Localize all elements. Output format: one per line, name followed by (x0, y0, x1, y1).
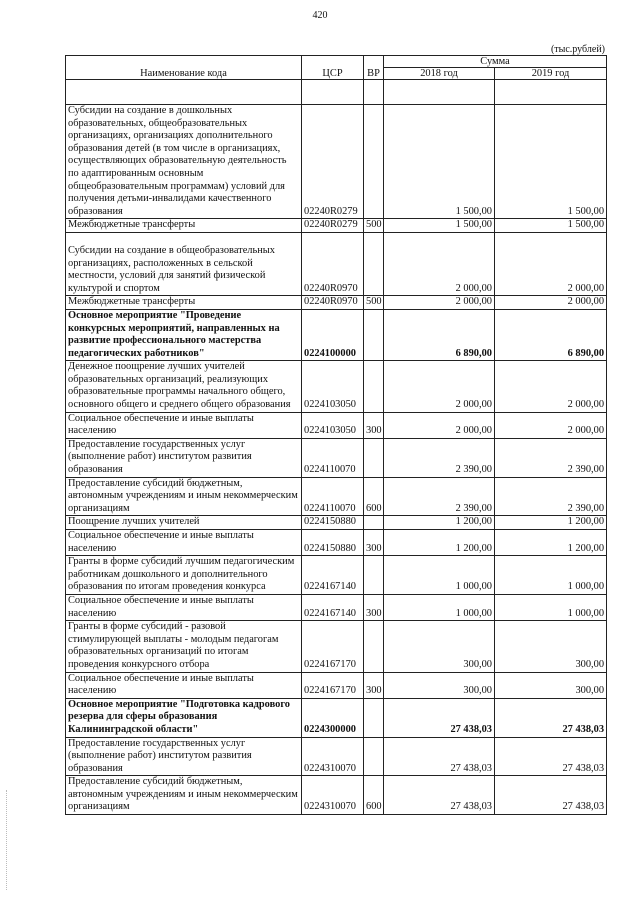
row-csr: 0224167140 (302, 594, 364, 620)
row-vr: 300 (364, 672, 384, 698)
table-row-main-event (66, 698, 607, 737)
row-name: Предоставление субсидий бюджетным, автономным учреждениям и иным некоммерческим организациям (66, 477, 302, 516)
row-name: Денежное поощрение лучших учителей образовательных организаций, реализующих образовательные программы начального общего, основного общего и среднего общего образования (66, 361, 302, 412)
row-name: Поощрение лучших учителей (66, 516, 302, 530)
row-name: Основное мероприятие "Проведение конкурсных мероприятий, направленных на развитие профессионального мастерства педагогических работников" (66, 309, 302, 360)
row-2019: 6 890,00 (495, 309, 607, 360)
row-csr: 0224110070 (302, 438, 364, 477)
row-csr: 0224167170 (302, 672, 364, 698)
table-row (66, 516, 607, 530)
row-name-text: Субсидии на создание в общеобразовательных организациях, расположенных в сельской местности, условий для занятий физической культурой и спортом (68, 244, 275, 294)
row-csr: 02240R0970 (302, 296, 364, 310)
row-vr (364, 105, 384, 219)
header-csr: ЦСР (302, 56, 364, 80)
row-csr: 0224103050 (302, 361, 364, 412)
row-2019: 27 438,03 (495, 776, 607, 815)
page-number: 420 (312, 10, 328, 21)
row-vr (364, 309, 384, 360)
header-vr: ВР (364, 56, 384, 80)
row-2019: 1 200,00 (495, 530, 607, 556)
table-row (66, 737, 607, 776)
table-row-spacer (66, 80, 607, 105)
row-vr (364, 698, 384, 737)
row-2019: 2 000,00 (495, 361, 607, 412)
row-name: Предоставление государственных услуг (выполнение работ) институтом развития образования (66, 438, 302, 477)
row-csr: 0224110070 (302, 477, 364, 516)
row-2019: 1 500,00 (495, 219, 607, 233)
row-name: Гранты в форме субсидий - разовой стимулирующей выплаты - молодым педагогам образовательных организаций по итогам проведения конкурсного отбора (66, 621, 302, 672)
row-csr: 0224150880 (302, 530, 364, 556)
row-vr (364, 361, 384, 412)
row-csr: 0224300000 (302, 698, 364, 737)
row-name (66, 232, 302, 295)
row-csr: 0224103050 (302, 412, 364, 438)
row-2018: 27 438,03 (384, 698, 495, 737)
row-2019: 2 000,00 (495, 412, 607, 438)
row-2019: 300,00 (495, 672, 607, 698)
row-csr: 02240R0279 (302, 105, 364, 219)
row-2018: 27 438,03 (384, 737, 495, 776)
table-row (66, 477, 607, 516)
header-name: Наименование кода (66, 56, 302, 80)
table-row (66, 412, 607, 438)
row-2019: 27 438,03 (495, 737, 607, 776)
row-vr: 500 (364, 219, 384, 233)
row-vr (364, 621, 384, 672)
row-vr (364, 556, 384, 595)
row-2018: 2 390,00 (384, 438, 495, 477)
row-csr: 0224167140 (302, 556, 364, 595)
row-2018: 2 000,00 (384, 232, 495, 295)
row-vr: 300 (364, 594, 384, 620)
row-2018: 1 200,00 (384, 530, 495, 556)
table-row (66, 530, 607, 556)
row-csr: 0224310070 (302, 776, 364, 815)
row-vr (364, 737, 384, 776)
header-sum: Сумма (384, 56, 607, 68)
row-csr: 0224100000 (302, 309, 364, 360)
header-year-2019: 2019 год (495, 68, 607, 80)
row-name: Социальное обеспечение и иные выплаты населению (66, 412, 302, 438)
row-2018: 2 390,00 (384, 477, 495, 516)
row-2018: 2 000,00 (384, 296, 495, 310)
row-csr: 0224167170 (302, 621, 364, 672)
row-2018: 27 438,03 (384, 776, 495, 815)
row-2019: 300,00 (495, 621, 607, 672)
row-csr: 0224150880 (302, 516, 364, 530)
row-2019: 1 500,00 (495, 105, 607, 219)
row-name: Социальное обеспечение и иные выплаты населению (66, 672, 302, 698)
row-csr: 02240R0970 (302, 232, 364, 295)
row-name: Гранты в форме субсидий лучшим педагогическим работникам дошкольного и дополнительного образования по итогам проведения конкурса (66, 556, 302, 595)
row-2018: 1 200,00 (384, 516, 495, 530)
table-row (66, 438, 607, 477)
row-2018: 1 000,00 (384, 594, 495, 620)
row-2019: 2 000,00 (495, 232, 607, 295)
row-2019: 2 390,00 (495, 438, 607, 477)
row-csr: 0224310070 (302, 737, 364, 776)
table-row-main-event (66, 309, 607, 360)
row-2018: 2 000,00 (384, 361, 495, 412)
row-vr: 300 (364, 530, 384, 556)
row-name: Межбюджетные трансферты (66, 296, 302, 310)
row-2018: 300,00 (384, 621, 495, 672)
table-row (66, 361, 607, 412)
table-row (66, 672, 607, 698)
row-vr: 300 (364, 412, 384, 438)
row-name: Межбюджетные трансферты (66, 219, 302, 233)
units-note: (тыс.рублей) (550, 44, 605, 55)
table-row (66, 621, 607, 672)
row-vr (364, 516, 384, 530)
row-2019: 27 438,03 (495, 698, 607, 737)
row-name: Предоставление государственных услуг (выполнение работ) институтом развития образования (66, 737, 302, 776)
row-2019: 2 390,00 (495, 477, 607, 516)
row-2018: 300,00 (384, 672, 495, 698)
table-row (66, 776, 607, 815)
table-row (66, 105, 607, 219)
row-name: Социальное обеспечение и иные выплаты населению (66, 530, 302, 556)
header-row-top (66, 56, 607, 68)
row-csr: 02240R0279 (302, 219, 364, 233)
binding-margin-marks (6, 790, 9, 890)
table-row (66, 556, 607, 595)
row-2018: 6 890,00 (384, 309, 495, 360)
row-name: Основное мероприятие "Подготовка кадрового резерва для сферы образования Калининградской области" (66, 698, 302, 737)
row-name: Социальное обеспечение и иные выплаты населению (66, 594, 302, 620)
budget-table (65, 55, 607, 815)
row-2018: 2 000,00 (384, 412, 495, 438)
row-vr: 600 (364, 477, 384, 516)
row-vr (364, 232, 384, 295)
row-2018: 1 500,00 (384, 105, 495, 219)
row-2018: 1 500,00 (384, 219, 495, 233)
row-name: Субсидии на создание в дошкольных образовательных, общеобразовательных организациях, организациях дополнительного образования детей (в том числе в организациях, осуществляющих образовательную деятельность по адаптированным основным общеобразовательным программам) условий для получения детьми-инвалидами качественного образования (66, 105, 302, 219)
table-row (66, 594, 607, 620)
table-row (66, 232, 607, 295)
row-name: Предоставление субсидий бюджетным, автономным учреждениям и иным некоммерческим организациям (66, 776, 302, 815)
row-2019: 1 000,00 (495, 594, 607, 620)
row-2019: 2 000,00 (495, 296, 607, 310)
row-2019: 1 000,00 (495, 556, 607, 595)
row-vr (364, 438, 384, 477)
row-2018: 1 000,00 (384, 556, 495, 595)
row-vr: 500 (364, 296, 384, 310)
row-2019: 1 200,00 (495, 516, 607, 530)
header-year-2018: 2018 год (384, 68, 495, 80)
row-vr: 600 (364, 776, 384, 815)
table-row (66, 296, 607, 310)
table-row (66, 219, 607, 233)
